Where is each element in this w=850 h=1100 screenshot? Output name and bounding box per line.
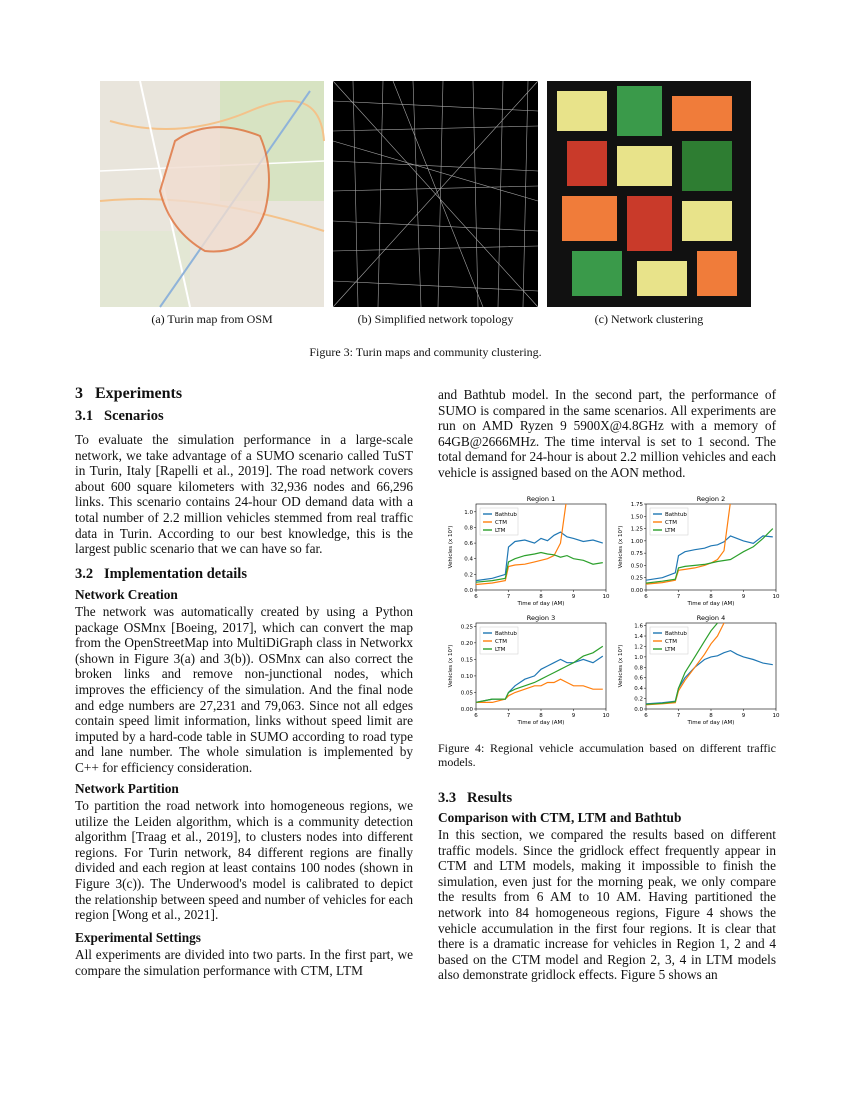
section-number: 3 <box>75 385 83 402</box>
legend-label: LTM <box>495 647 506 653</box>
x-tick-label: 6 <box>474 594 478 600</box>
y-tick-label: 1.4 <box>634 634 643 641</box>
x-tick-label: 9 <box>741 713 746 719</box>
network-partition-heading: Network Partition <box>75 781 179 796</box>
x-axis-label: Time of day (AM) <box>687 601 735 607</box>
legend-label: LTM <box>665 647 676 653</box>
series-line-bathtub <box>646 651 773 704</box>
y-tick-label: 0.6 <box>634 675 643 682</box>
x-tick-label: 6 <box>474 713 478 719</box>
section-title: Implementation details <box>104 566 247 582</box>
x-tick-label: 10 <box>602 713 610 719</box>
results-paragraph: In this section, we compared the results based on different traffic models. Since the gridlock effect frequently appear in CTM and LTM models, making it impossible to finish the simulation, even just for the morning peak, we only compare the results from 6 AM to 10 AM. Having partitioned the network into 84 homogeneous regions, Figure 4 shows the vehicle accumulation in the first four regions. It is clear that there is a dramatic increase for vehicles in Region 1, 2 and 4 based on the CTM model and Region 2, 3, 4 in LTM models also demonstrate gridlock effects. Figure 5 shows an <box>438 827 776 983</box>
x-axis-label: Time of day (AM) <box>517 601 565 607</box>
network-creation-paragraph: The network was automatically created by using a Python package OSMnx [Boeing, 2017], which can convert the map from the OpenStreetMap into MultiDiGraph class in Networkx (shown in Figure 3(a) and 3(b)). OSMnx can also correct the broken links and remove non-junctional nodes, which improves the efficiency of the simulation. And the final node and edge numbers are 27,231 and 79,063. Since not all edges contain speed limit information, links without speed limit are imputed by a hard-code table in SUMO according to road type and lane number. The whole simulation is implemented by C++ for efficiency consideration. <box>75 604 413 775</box>
figure3-panel-b-network-topology <box>333 81 538 307</box>
x-tick-label: 8 <box>709 594 713 600</box>
section-title: Results <box>467 790 513 806</box>
y-tick-label: 1.25 <box>630 526 643 533</box>
section-3-2-heading <box>75 566 247 583</box>
y-axis-label: Vehicles (x 10³) <box>618 525 624 569</box>
figure3-caption-a: (a) Turin map from OSM <box>151 312 273 326</box>
x-tick-label: 6 <box>644 713 648 719</box>
y-tick-label: 0.75 <box>630 551 643 558</box>
x-axis-label: Time of day (AM) <box>687 720 735 726</box>
series-line-ltm <box>476 646 603 702</box>
section-3-heading <box>75 385 182 403</box>
figure3-caption-b: (b) Simplified network topology <box>357 312 514 326</box>
right-column-top-paragraph: and Bathtub model. In the second part, the performance of SUMO is compared in the same scenarios. All experiments are run on AMD Ryzen 9 5900X@4.8GHz with a memory of 64GB@2666MHz. The time interval is set to 1 second. The total demand for 24-hour is about 2.2 million vehicles and each vehicle is assigned based on the AON method. <box>438 387 776 480</box>
y-tick-label: 0.00 <box>630 588 643 594</box>
legend-label: Bathtub <box>495 631 517 637</box>
y-tick-label: 1.75 <box>630 502 643 508</box>
scenarios-paragraph: To evaluate the simulation performance in a large-scale network, we take advantage of a SUMO scenario called TuST in Turin, Italy [Rapelli et al., 2019]. The road network covers about 600 square kilometers with 32,936 nodes and 66,296 links. This scenario contains 24-hour OD demand data with a total number of 2.2 million vehicles stemmed from real traffic data in Turin. According to our best knowledge, this is the largest public scenario that we can have so far. <box>75 432 413 557</box>
experimental-settings-heading: Experimental Settings <box>75 930 201 945</box>
chart-title: Region 2 <box>696 495 726 503</box>
chart-title: Region 4 <box>696 614 726 622</box>
y-tick-label: 0.4 <box>464 556 473 563</box>
x-tick-label: 10 <box>772 594 780 600</box>
y-tick-label: 0.20 <box>460 640 473 647</box>
y-tick-label: 1.2 <box>634 644 643 651</box>
network-partition-paragraph: To partition the road network into homogeneous regions, we utilize the Leiden algorithm, which is a community detection algorithm [Traag et al., 2019], to clusters nodes into different regions. For Turin network, 84 different regions are finally divided and each region at least contains 100 nodes (shown in Figure 3(c)). The Underwood's model is calibrated to depict the relationship between speed and number of vehicles for each region [Wong et al., 2021]. <box>75 798 413 923</box>
x-tick-label: 7 <box>676 713 681 719</box>
section-3-1-heading <box>75 408 164 425</box>
y-tick-label: 0.0 <box>464 588 473 594</box>
y-tick-label: 0.0 <box>634 707 643 713</box>
series-line-bathtub <box>646 536 773 580</box>
figure3-caption: Figure 3: Turin maps and community clustering. <box>309 345 542 359</box>
x-tick-label: 9 <box>571 594 576 600</box>
x-tick-label: 8 <box>539 594 543 600</box>
chart-title: Region 1 <box>526 495 556 503</box>
y-tick-label: 0.25 <box>460 624 473 631</box>
section-number: 3.3 <box>438 790 457 806</box>
y-tick-label: 0.8 <box>634 665 643 672</box>
y-tick-label: 1.0 <box>464 509 473 516</box>
y-axis-label: Vehicles (x 10³) <box>448 525 454 569</box>
y-tick-label: 0.2 <box>464 572 473 579</box>
y-tick-label: 1.0 <box>634 654 643 661</box>
legend-label: Bathtub <box>665 631 687 637</box>
y-tick-label: 0.05 <box>460 690 473 697</box>
y-tick-label: 1.6 <box>634 623 643 630</box>
legend-label: Bathtub <box>665 512 687 518</box>
y-tick-label: 0.10 <box>460 673 473 680</box>
figure4-svg <box>438 492 778 724</box>
x-tick-label: 9 <box>571 713 576 719</box>
y-axis-label: Vehicles (x 10³) <box>618 644 624 688</box>
legend-label: LTM <box>665 528 676 534</box>
section-number: 3.1 <box>75 408 94 424</box>
y-tick-label: 0.00 <box>460 707 473 713</box>
comparison-heading: Comparison with CTM, LTM and Bathtub <box>438 810 682 825</box>
x-tick-label: 10 <box>772 713 780 719</box>
section-number: 3.2 <box>75 566 94 582</box>
x-tick-label: 10 <box>602 594 610 600</box>
legend-label: CTM <box>665 520 677 526</box>
x-tick-label: 7 <box>676 594 681 600</box>
series-line-bathtub <box>476 532 603 581</box>
experimental-settings-paragraph: All experiments are divided into two parts. In the first part, we compare the simulation performance with CTM, LTM <box>75 947 413 978</box>
y-tick-label: 0.8 <box>464 525 473 532</box>
legend-label: CTM <box>495 639 507 645</box>
figure4-caption: Figure 4: Regional vehicle accumulation based on different traffic models. <box>438 741 776 769</box>
y-tick-label: 0.6 <box>464 541 473 548</box>
series-line-bathtub <box>476 656 603 702</box>
figure4-charts <box>438 492 778 724</box>
y-tick-label: 0.50 <box>630 563 643 570</box>
y-tick-label: 1.00 <box>630 538 643 545</box>
section-title: Experiments <box>95 385 183 402</box>
legend-label: CTM <box>495 520 507 526</box>
x-tick-label: 7 <box>506 594 511 600</box>
y-axis-label: Vehicles (x 10³) <box>448 644 454 688</box>
x-tick-label: 8 <box>539 713 543 719</box>
legend-label: LTM <box>495 528 506 534</box>
legend-label: CTM <box>665 639 677 645</box>
network-creation-heading: Network Creation <box>75 587 178 602</box>
figure3-caption-c: (c) Network clustering <box>594 312 704 326</box>
x-tick-label: 8 <box>709 713 713 719</box>
figure3-panel-c-network-clustering <box>547 81 751 307</box>
legend-label: Bathtub <box>495 512 517 518</box>
y-tick-label: 0.15 <box>460 657 473 664</box>
y-tick-label: 0.2 <box>634 696 643 703</box>
y-tick-label: 1.50 <box>630 514 643 521</box>
section-title: Scenarios <box>104 408 164 424</box>
series-line-ltm <box>646 529 773 584</box>
x-tick-label: 9 <box>741 594 746 600</box>
x-axis-label: Time of day (AM) <box>517 720 565 726</box>
y-tick-label: 0.25 <box>630 575 643 582</box>
chart-title: Region 3 <box>526 614 556 622</box>
x-tick-label: 7 <box>506 713 511 719</box>
x-tick-label: 6 <box>644 594 648 600</box>
section-3-3-heading <box>438 790 512 807</box>
y-tick-label: 0.4 <box>634 686 643 693</box>
figure3-panel-a-osm-map <box>100 81 324 307</box>
